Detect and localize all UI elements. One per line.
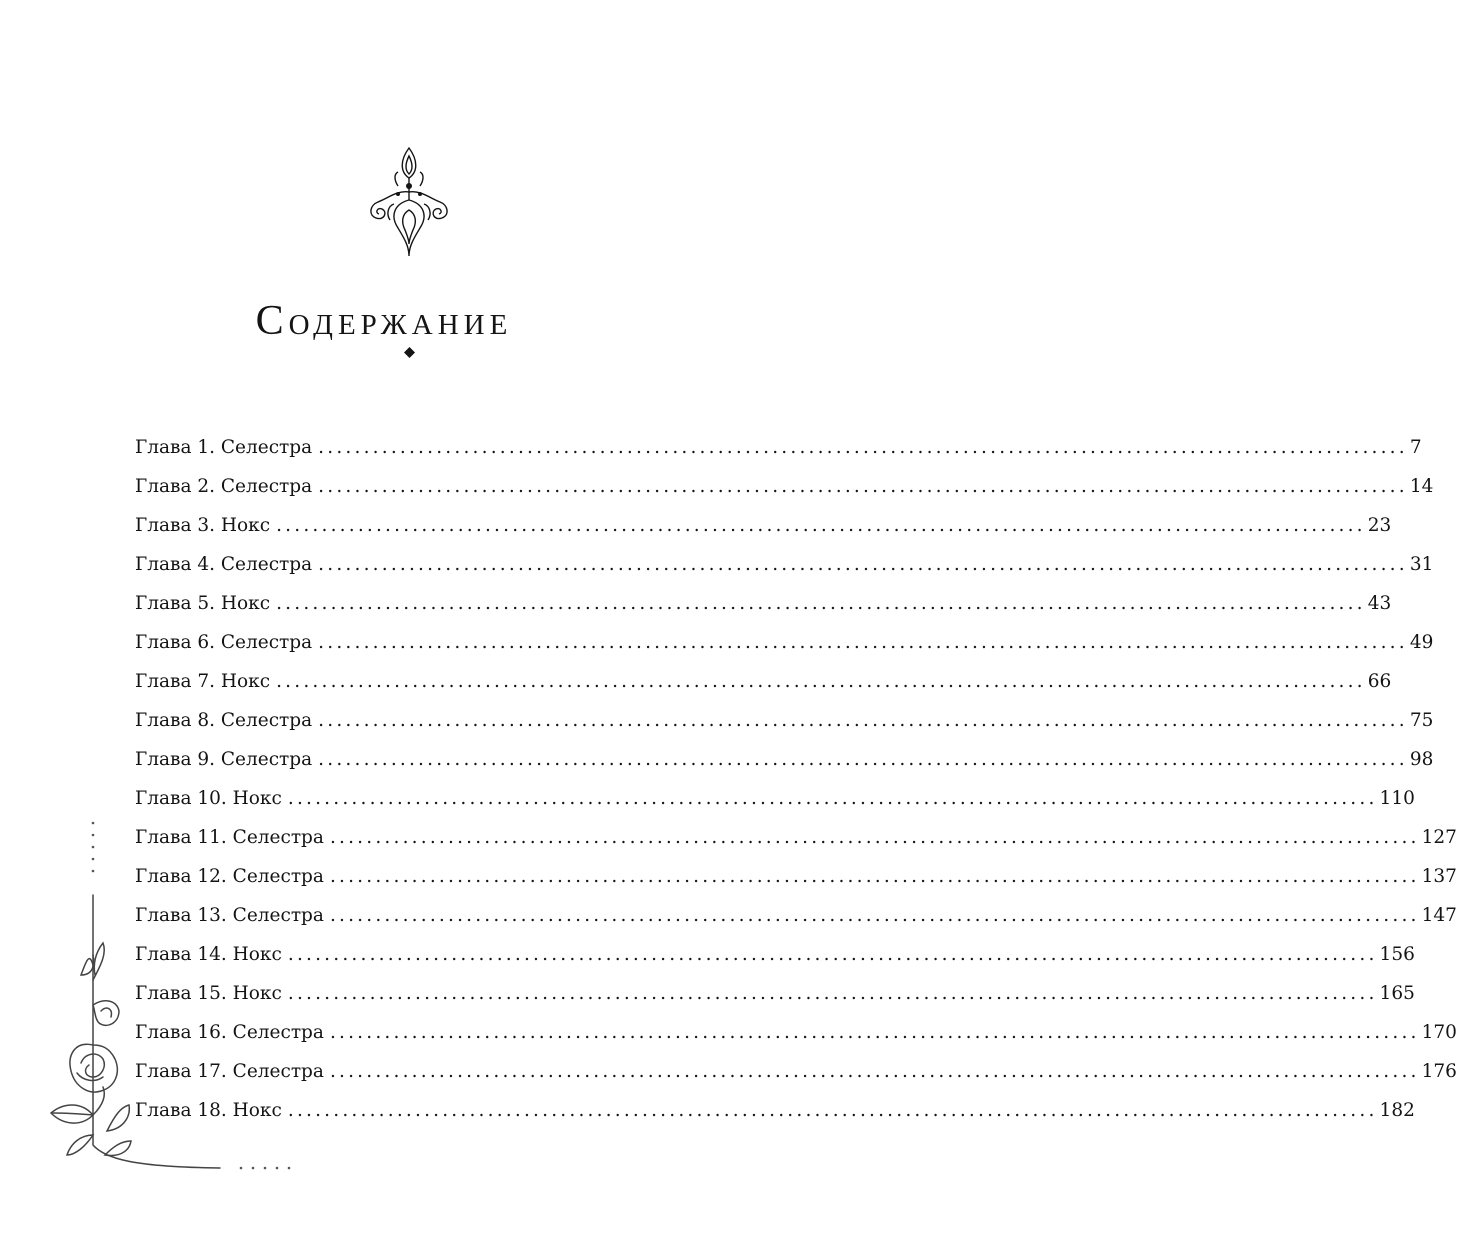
toc-entry-page: 110 (1379, 788, 1415, 809)
toc-entry-title: Глава 15. Нокс (135, 983, 282, 1004)
dot-leader: ........................................................................................................................ (329, 827, 1420, 848)
toc-entry-page: 170 (1421, 1022, 1457, 1043)
toc-entry-title: Глава 1. Селестра (135, 437, 313, 458)
dot-leader: ........................................................................................................................ (329, 1022, 1420, 1043)
fleur-ornament-icon (364, 142, 454, 262)
dot-leader: ........................................................................................................................ (287, 944, 1378, 965)
toc-entry-page: 137 (1421, 866, 1457, 887)
toc-entry-title: Глава 9. Селестра (135, 749, 313, 770)
toc-entry[interactable] (135, 467, 1434, 506)
toc-entry-page: 176 (1421, 1061, 1457, 1082)
dot-leader: ........................................................................................................................ (318, 632, 1408, 653)
toc-entry-page: 7 (1409, 437, 1422, 458)
dot-leader: ........................................................................................................................ (287, 788, 1378, 809)
toc-entry-title: Глава 3. Нокс (135, 515, 271, 536)
toc-entry-title: Глава 13. Селестра (135, 905, 324, 926)
rose-branch-icon (45, 815, 305, 1175)
dot-leader: ........................................................................................................................ (329, 866, 1420, 887)
toc-entry[interactable] (135, 428, 1422, 467)
toc-entry-page: 127 (1421, 827, 1457, 848)
toc-entry[interactable] (135, 740, 1434, 779)
dot-leader: ........................................................................................................................ (287, 1100, 1378, 1121)
page-title: Содержание (255, 298, 513, 344)
dot-leader: ........................................................................................................................ (276, 593, 1366, 614)
dot-leader: ........................................................................................................................ (287, 983, 1378, 1004)
toc-entry-title: Глава 7. Нокс (135, 671, 271, 692)
toc-entry-title: Глава 11. Селестра (135, 827, 324, 848)
toc-entry-page: 23 (1367, 515, 1392, 536)
toc-entry[interactable] (135, 779, 1415, 818)
toc-entry-title: Глава 4. Селестра (135, 554, 313, 575)
dot-leader: ........................................................................................................................ (276, 515, 1366, 536)
toc-entry-title: Глава 2. Селестра (135, 476, 313, 497)
diamond-icon (404, 347, 415, 358)
toc-entry[interactable] (135, 584, 1392, 623)
toc-entry-page: 98 (1409, 749, 1434, 770)
toc-entry-title: Глава 5. Нокс (135, 593, 271, 614)
toc-entry-title: Глава 14. Нокс (135, 944, 282, 965)
toc-entry[interactable] (135, 623, 1434, 662)
toc-entry-title: Глава 12. Селестра (135, 866, 324, 887)
toc-entry-title: Глава 10. Нокс (135, 788, 282, 809)
toc-entry-page: 75 (1409, 710, 1434, 731)
toc-entry-page: 165 (1379, 983, 1415, 1004)
toc-entry-page: 147 (1421, 905, 1457, 926)
toc-entry-page: 156 (1379, 944, 1415, 965)
toc-entry-page: 49 (1409, 632, 1434, 653)
toc-entry-title: Глава 6. Селестра (135, 632, 313, 653)
toc-entry-title: Глава 17. Селестра (135, 1061, 324, 1082)
toc-entry-page: 43 (1367, 593, 1392, 614)
toc-entry-page: 182 (1379, 1100, 1415, 1121)
toc-entry-title: Глава 16. Селестра (135, 1022, 324, 1043)
toc-entry-title: Глава 18. Нокс (135, 1100, 282, 1121)
toc-entry-page: 66 (1367, 671, 1392, 692)
dot-leader: ........................................................................................................................ (329, 905, 1420, 926)
toc-entry[interactable] (135, 506, 1392, 545)
dot-leader: ........................................................................................................................ (318, 710, 1408, 731)
dot-leader: ........................................................................................................................ (329, 1061, 1420, 1082)
dot-leader: ........................................................................................................................ (318, 437, 1408, 458)
toc-entry[interactable] (135, 701, 1434, 740)
toc-entry[interactable] (135, 662, 1392, 701)
dot-leader: ........................................................................................................................ (318, 476, 1408, 497)
toc-entry-page: 14 (1409, 476, 1434, 497)
dot-leader: ........................................................................................................................ (318, 554, 1408, 575)
dot-leader: ........................................................................................................................ (276, 671, 1366, 692)
toc-entry[interactable] (135, 545, 1434, 584)
toc-entry-title: Глава 8. Селестра (135, 710, 313, 731)
toc-entry-page: 31 (1409, 554, 1434, 575)
dot-leader: ........................................................................................................................ (318, 749, 1408, 770)
